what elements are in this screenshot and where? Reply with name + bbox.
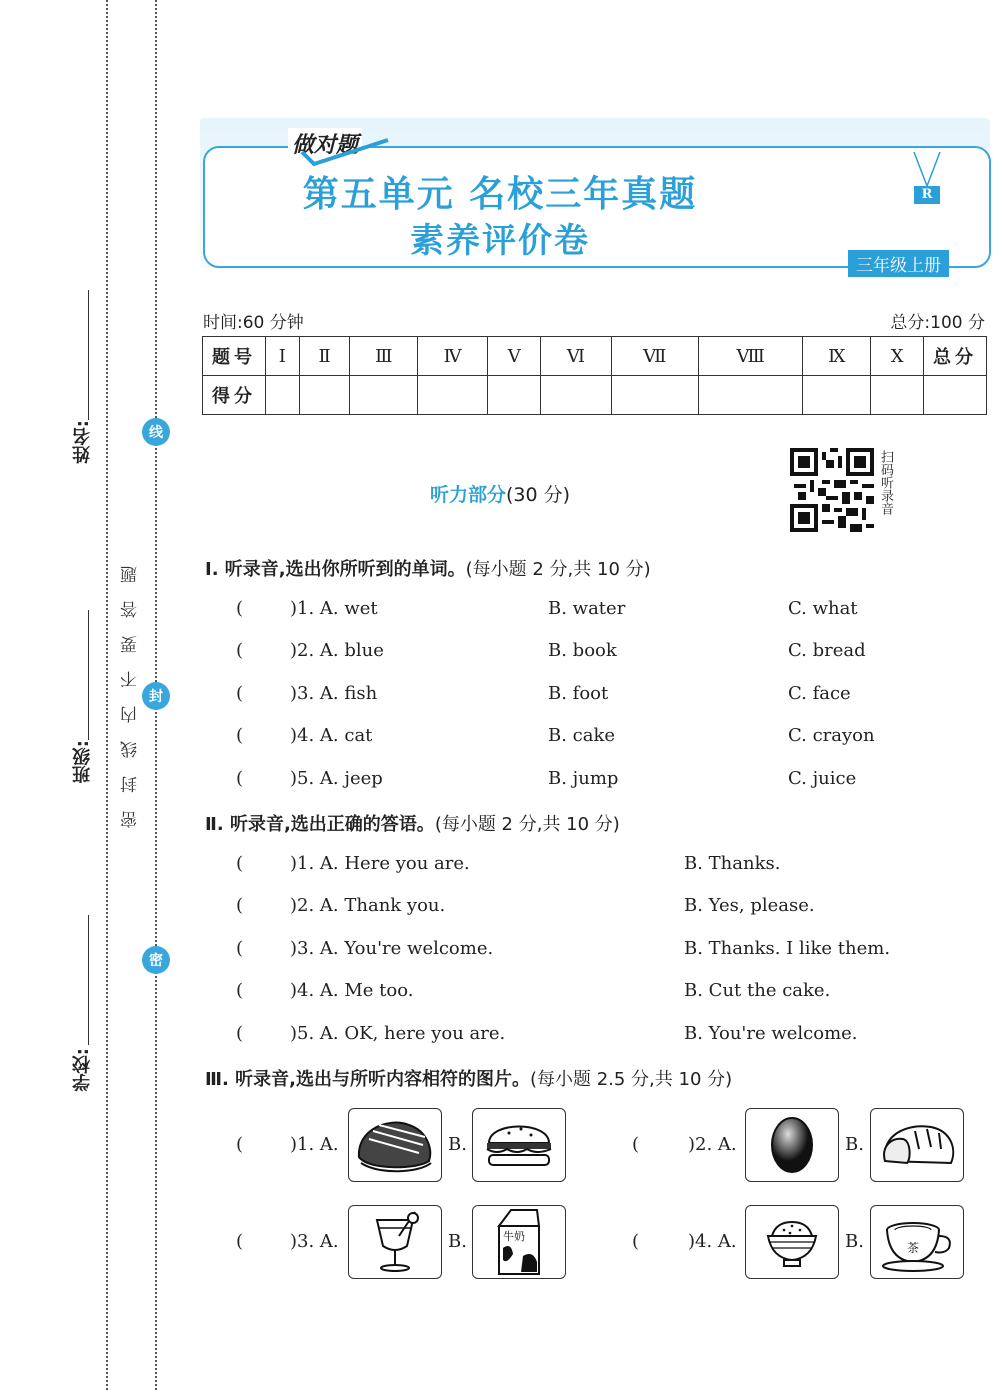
part3-q1-label: )1. A. bbox=[290, 1134, 339, 1155]
loaf-icon bbox=[871, 1109, 963, 1181]
qr-code-icon[interactable] bbox=[790, 448, 874, 532]
part3-q4-label: )4. A. bbox=[688, 1231, 737, 1252]
part3-q1-option-a[interactable] bbox=[348, 1108, 442, 1182]
table-header-cell: 题号 bbox=[203, 337, 266, 376]
part1-q5-b: B. jump bbox=[548, 768, 619, 789]
part1-q2-a: )2. A. blue bbox=[290, 640, 384, 661]
checkmark-icon bbox=[300, 138, 390, 168]
listening-points: (30 分) bbox=[505, 484, 571, 506]
listening-title: 听力部分 bbox=[429, 484, 506, 506]
answer-blank[interactable]: ( bbox=[632, 1231, 640, 1252]
school-label: 学校: bbox=[72, 1048, 93, 1092]
part2-q2-a: )2. A. Thank you. bbox=[290, 895, 446, 916]
milk-label: 牛奶 bbox=[503, 1230, 525, 1243]
part3-heading bbox=[205, 1065, 732, 1091]
table-header-cell: Ⅳ bbox=[418, 337, 488, 376]
tea-cup-icon bbox=[871, 1206, 963, 1278]
rice-bowl-icon bbox=[746, 1206, 838, 1278]
score-cell[interactable] bbox=[488, 376, 541, 415]
answer-blank[interactable]: ( bbox=[632, 1134, 640, 1155]
score-cell[interactable] bbox=[698, 376, 802, 415]
table-header-cell: Ⅶ bbox=[611, 337, 698, 376]
seal-line: 线 bbox=[142, 418, 170, 446]
table-header-cell: Ⅸ bbox=[803, 337, 871, 376]
part3-q4-option-b[interactable] bbox=[870, 1205, 964, 1279]
part1-q5-a: )5. A. jeep bbox=[290, 768, 383, 789]
answer-blank[interactable]: ( bbox=[236, 768, 244, 789]
score-cell[interactable] bbox=[541, 376, 611, 415]
answer-blank[interactable]: ( bbox=[236, 895, 244, 916]
part3-q1-b-label: B. bbox=[448, 1134, 467, 1155]
answer-blank[interactable]: ( bbox=[236, 1134, 244, 1155]
score-cell[interactable] bbox=[350, 376, 418, 415]
score-cell[interactable] bbox=[803, 376, 871, 415]
juice-glass-icon bbox=[349, 1206, 441, 1278]
part3-title: Ⅲ. 听录音,选出与所听内容相符的图片。 bbox=[205, 1069, 530, 1090]
tea-label: 茶 bbox=[907, 1241, 920, 1255]
part1-q5-c: C. juice bbox=[788, 768, 857, 789]
egg-icon bbox=[746, 1109, 838, 1181]
part3-q4-option-a[interactable] bbox=[745, 1205, 839, 1279]
score-cell[interactable] bbox=[266, 376, 300, 415]
seal-secret: 密 bbox=[142, 946, 170, 974]
part2-q5-b: B. You're welcome. bbox=[684, 1023, 858, 1044]
answer-blank[interactable]: ( bbox=[236, 1231, 244, 1252]
part1-note: (每小题 2 分,共 10 分) bbox=[465, 559, 651, 580]
part1-q3-a: )3. A. fish bbox=[290, 683, 378, 704]
part2-title: Ⅱ. 听录音,选出正确的答语。 bbox=[205, 814, 435, 835]
bread-icon bbox=[349, 1109, 441, 1181]
part2-q2-b: B. Yes, please. bbox=[684, 895, 815, 916]
answer-blank[interactable]: ( bbox=[236, 853, 244, 874]
part3-q3-label: )3. A. bbox=[290, 1231, 339, 1252]
part3-q1-option-b[interactable] bbox=[472, 1108, 566, 1182]
answer-blank[interactable]: ( bbox=[236, 938, 244, 959]
score-cell[interactable] bbox=[871, 376, 924, 415]
part3-q4-b-label: B. bbox=[845, 1231, 864, 1252]
part1-q2-c: C. bread bbox=[788, 640, 866, 661]
part3-q2-b-label: B. bbox=[845, 1134, 864, 1155]
score-table bbox=[202, 336, 987, 415]
part1-q3-c: C. face bbox=[788, 683, 851, 704]
class-field[interactable] bbox=[88, 610, 89, 740]
part1-q4-c: C. crayon bbox=[788, 725, 875, 746]
table-header-cell: Ⅷ bbox=[698, 337, 802, 376]
part1-heading bbox=[205, 555, 651, 581]
part3-q3-option-a[interactable] bbox=[348, 1205, 442, 1279]
table-header-cell: Ⅰ bbox=[266, 337, 300, 376]
hamburger-icon bbox=[473, 1109, 565, 1181]
score-cell[interactable] bbox=[924, 376, 987, 415]
part3-q3-b-label: B. bbox=[448, 1231, 467, 1252]
name-label: 姓名: bbox=[72, 420, 93, 464]
part1-title: Ⅰ. 听录音,选出你所听到的单词。 bbox=[205, 559, 466, 580]
table-header-cell: Ⅴ bbox=[488, 337, 541, 376]
part2-q1-b: B. Thanks. bbox=[684, 853, 781, 874]
part3-note: (每小题 2.5 分,共 10 分) bbox=[529, 1069, 733, 1090]
answer-blank[interactable]: ( bbox=[236, 640, 244, 661]
score-cell[interactable] bbox=[611, 376, 698, 415]
qr-caption: 扫码听录音 bbox=[878, 450, 893, 515]
part2-q3-a: )3. A. You're welcome. bbox=[290, 938, 494, 959]
part2-q1-a: )1. A. Here you are. bbox=[290, 853, 470, 874]
answer-blank[interactable]: ( bbox=[236, 725, 244, 746]
page-title: 第五单元 名校三年真题 bbox=[302, 174, 698, 215]
answer-blank[interactable]: ( bbox=[236, 683, 244, 704]
score-cell[interactable] bbox=[299, 376, 350, 415]
answer-blank[interactable]: ( bbox=[236, 598, 244, 619]
part2-note: (每小题 2 分,共 10 分) bbox=[434, 814, 620, 835]
part1-q4-b: B. cake bbox=[548, 725, 616, 746]
answer-blank[interactable]: ( bbox=[236, 980, 244, 1001]
part2-q3-b: B. Thanks. I like them. bbox=[684, 938, 891, 959]
edition-badge: R bbox=[914, 186, 940, 204]
total-score: 总分:100 分 bbox=[890, 313, 985, 333]
table-header-cell: Ⅵ bbox=[541, 337, 611, 376]
name-field[interactable] bbox=[88, 290, 89, 420]
part1-q1-c: C. what bbox=[788, 598, 858, 619]
table-row-header: 得分 bbox=[203, 376, 266, 415]
table-header-cell: 总分 bbox=[924, 337, 987, 376]
table-row bbox=[203, 376, 987, 415]
page-subtitle: 素养评价卷 bbox=[410, 221, 590, 261]
part2-q4-a: )4. A. Me too. bbox=[290, 980, 414, 1001]
score-cell[interactable] bbox=[418, 376, 488, 415]
answer-blank[interactable]: ( bbox=[236, 1023, 244, 1044]
part2-heading bbox=[205, 810, 620, 836]
part3-q2-label: )2. A. bbox=[688, 1134, 737, 1155]
part1-q1-a: )1. A. wet bbox=[290, 598, 378, 619]
binding-warning: 密封线内不要答题 bbox=[121, 548, 141, 828]
part1-q1-b: B. water bbox=[548, 598, 626, 619]
class-label: 班级: bbox=[72, 740, 93, 784]
table-header-cell: Ⅱ bbox=[299, 337, 350, 376]
grade-label: 三年级上册 bbox=[848, 250, 949, 277]
part3-q2-option-a[interactable] bbox=[745, 1108, 839, 1182]
milk-carton-icon bbox=[473, 1206, 565, 1278]
part3-q3-option-b[interactable] bbox=[472, 1205, 566, 1279]
part3-q2-option-b[interactable] bbox=[870, 1108, 964, 1182]
badge-hanger-icon bbox=[910, 150, 944, 188]
time-limit: 时间:60 分钟 bbox=[203, 313, 304, 333]
table-row bbox=[203, 337, 987, 376]
seal-seal: 封 bbox=[142, 682, 170, 710]
part1-q3-b: B. foot bbox=[548, 683, 609, 704]
brand-logo: 做对题 bbox=[288, 128, 362, 159]
part2-q4-b: B. Cut the cake. bbox=[684, 980, 831, 1001]
part1-q4-a: )4. A. cat bbox=[290, 725, 373, 746]
table-header-cell: Ⅲ bbox=[350, 337, 418, 376]
table-header-cell: Ⅹ bbox=[871, 337, 924, 376]
part2-q5-a: )5. A. OK, here you are. bbox=[290, 1023, 506, 1044]
part1-q2-b: B. book bbox=[548, 640, 617, 661]
school-field[interactable] bbox=[88, 915, 89, 1045]
